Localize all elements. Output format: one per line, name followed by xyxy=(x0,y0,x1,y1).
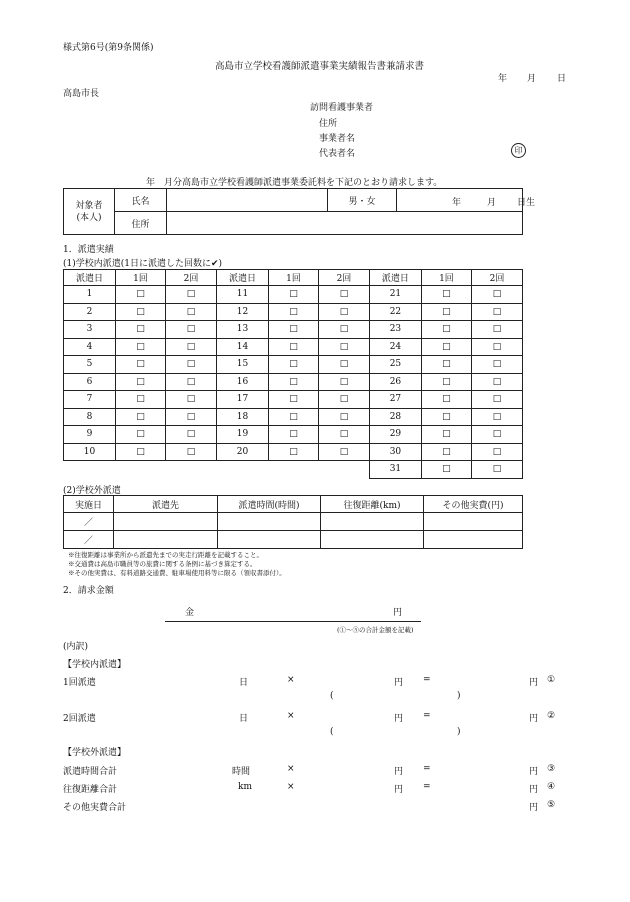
dispatch-day: 13 xyxy=(216,321,268,339)
calc-times: × xyxy=(287,711,295,721)
provider-representative-label: 代表者名 xyxy=(319,149,356,159)
outside-destination-field[interactable] xyxy=(114,513,218,531)
once-checkbox[interactable]: □ xyxy=(421,461,471,479)
paren-open: ( xyxy=(330,727,334,737)
calc-result-yen: 円 xyxy=(529,714,539,724)
calc-times: × xyxy=(287,675,295,685)
note-distance: ※往復距離は事業所から派遣先までの実走行距離を記載すること。 xyxy=(68,551,263,559)
section1-sub1: (1)学校内派遣(1日に派遣した回数に✔) xyxy=(63,259,223,269)
twice-checkbox[interactable]: □ xyxy=(318,373,369,391)
twice-checkbox[interactable]: □ xyxy=(166,286,217,304)
date-day: 日 xyxy=(557,74,567,84)
table-row xyxy=(64,391,523,409)
empty-cell xyxy=(166,461,217,479)
dispatch-day: 30 xyxy=(369,443,421,461)
dispatch-day: 2 xyxy=(64,303,116,321)
calc-equals: = xyxy=(423,675,431,685)
calc-label: 2回派遣 xyxy=(63,714,96,724)
empty-cell xyxy=(318,461,369,479)
birth-suffix-label: 日生 xyxy=(517,198,536,208)
twice-checkbox[interactable]: □ xyxy=(318,391,369,409)
outside-hours-field[interactable] xyxy=(218,513,321,531)
calc-mark: ③ xyxy=(547,764,556,774)
empty-cell xyxy=(216,461,268,479)
once-checkbox[interactable]: □ xyxy=(421,373,471,391)
once-checkbox[interactable]: □ xyxy=(421,426,471,444)
twice-checkbox[interactable]: □ xyxy=(166,373,217,391)
dispatch-day: 18 xyxy=(216,408,268,426)
twice-checkbox[interactable]: □ xyxy=(166,443,217,461)
calc-result-yen: 円 xyxy=(529,678,539,688)
dispatch-day: 12 xyxy=(216,303,268,321)
dispatch-day: 6 xyxy=(64,373,116,391)
once-checkbox[interactable]: □ xyxy=(421,303,471,321)
outside-expenses-field[interactable] xyxy=(424,531,523,549)
note-expenses: ※その他実費は、有料道路交通費、駐車場使用料等に限る（領収書添付）。 xyxy=(68,569,286,577)
addressee: 高島市長 xyxy=(63,89,100,99)
once-checkbox[interactable]: □ xyxy=(421,408,471,426)
section2-title: 2．請求金額 xyxy=(63,586,114,596)
outside-heading: 【学校外派遣】 xyxy=(63,748,127,758)
school-dispatch-table xyxy=(63,269,523,479)
outside-header-date: 実施日 xyxy=(64,496,114,513)
header-twice-2: 2回 xyxy=(318,270,369,286)
table-row xyxy=(64,408,523,426)
provider-address-label: 住所 xyxy=(319,119,338,129)
dispatch-day: 23 xyxy=(369,321,421,339)
twice-checkbox[interactable]: □ xyxy=(166,338,217,356)
seal-icon: 印 xyxy=(511,143,526,158)
dispatch-day: 5 xyxy=(64,356,116,374)
table-row xyxy=(64,321,523,339)
calc-yen: 円 xyxy=(394,678,404,688)
request-text: 年 月分高島市立学校看護師派遣事業委託料を下記のとおり請求します。 xyxy=(146,178,443,188)
dispatch-day: 29 xyxy=(369,426,421,444)
once-checkbox[interactable]: □ xyxy=(421,286,471,304)
outside-date-field[interactable]: ／ xyxy=(64,531,114,549)
table-row xyxy=(64,531,523,549)
document-title: 高島市立学校看護師派遣事業実績報告書兼請求書 xyxy=(215,61,425,72)
calc-result-yen: 円 xyxy=(529,785,539,795)
calc-result-yen: 円 xyxy=(529,803,539,813)
once-checkbox[interactable]: □ xyxy=(116,408,166,426)
table-row xyxy=(64,338,523,356)
once-checkbox[interactable]: □ xyxy=(116,286,166,304)
empty-cell xyxy=(268,461,318,479)
twice-checkbox[interactable]: □ xyxy=(318,303,369,321)
kin-label: 金 xyxy=(185,608,195,618)
header-day-3: 派遣日 xyxy=(369,270,421,286)
dispatch-day: 8 xyxy=(64,408,116,426)
calc-label: その他実費合計 xyxy=(63,803,127,813)
dispatch-day: 16 xyxy=(216,373,268,391)
calc-unit: 時間 xyxy=(232,767,251,777)
outside-header-hours: 派遣時間(時間) xyxy=(218,496,321,513)
subject-gender[interactable]: 男・女 xyxy=(328,189,397,212)
birth-month-label: 月 xyxy=(487,198,497,208)
calc-unit: 日 xyxy=(239,678,249,688)
outside-distance-field[interactable] xyxy=(321,531,424,549)
calc-label: 往復距離合計 xyxy=(63,785,118,795)
dispatch-day: 31 xyxy=(369,461,421,479)
header-once-2: 1回 xyxy=(268,270,318,286)
outside-distance-field[interactable] xyxy=(321,513,424,531)
dispatch-day: 20 xyxy=(216,443,268,461)
dispatch-day: 4 xyxy=(64,338,116,356)
calc-yen: 円 xyxy=(394,785,404,795)
once-checkbox[interactable]: □ xyxy=(268,303,318,321)
twice-checkbox[interactable]: □ xyxy=(166,356,217,374)
subject-birthdate[interactable] xyxy=(397,189,536,212)
dispatch-day: 21 xyxy=(369,286,421,304)
breakdown-label: (内訳) xyxy=(63,642,89,652)
header-once-3: 1回 xyxy=(421,270,471,286)
calc-times: × xyxy=(287,782,295,792)
once-checkbox[interactable]: □ xyxy=(116,391,166,409)
once-checkbox[interactable]: □ xyxy=(268,356,318,374)
subject-address-label: 住所 xyxy=(115,212,167,235)
dispatch-day: 7 xyxy=(64,391,116,409)
outside-destination-field[interactable] xyxy=(114,531,218,549)
once-checkbox[interactable]: □ xyxy=(116,321,166,339)
dispatch-day: 24 xyxy=(369,338,421,356)
twice-checkbox[interactable]: □ xyxy=(318,321,369,339)
once-checkbox[interactable]: □ xyxy=(268,408,318,426)
outside-hours-field[interactable] xyxy=(218,531,321,549)
twice-checkbox[interactable]: □ xyxy=(471,356,522,374)
outside-date-field[interactable]: ／ xyxy=(64,513,114,531)
header-day-2: 派遣日 xyxy=(216,270,268,286)
header-twice-3: 2回 xyxy=(471,270,522,286)
once-checkbox[interactable]: □ xyxy=(116,443,166,461)
once-checkbox[interactable]: □ xyxy=(268,443,318,461)
twice-checkbox[interactable]: □ xyxy=(318,426,369,444)
header-once-1: 1回 xyxy=(116,270,166,286)
dispatch-day: 28 xyxy=(369,408,421,426)
dispatch-day: 19 xyxy=(216,426,268,444)
subject-name-field[interactable] xyxy=(167,189,328,212)
paren-close: ) xyxy=(457,691,461,701)
once-checkbox[interactable]: □ xyxy=(421,321,471,339)
header-twice-1: 2回 xyxy=(166,270,217,286)
once-checkbox[interactable]: □ xyxy=(421,356,471,374)
dispatch-day: 3 xyxy=(64,321,116,339)
once-checkbox[interactable]: □ xyxy=(268,286,318,304)
date-year: 年 xyxy=(498,74,508,84)
table-row xyxy=(64,303,523,321)
provider-name-label: 事業者名 xyxy=(319,134,356,144)
header-day-1: 派遣日 xyxy=(64,270,116,286)
once-checkbox[interactable]: □ xyxy=(268,321,318,339)
paren-close: ) xyxy=(457,727,461,737)
once-checkbox[interactable]: □ xyxy=(421,338,471,356)
dispatch-day: 17 xyxy=(216,391,268,409)
total-yen-label: 円 xyxy=(393,608,403,618)
calc-result-yen: 円 xyxy=(529,767,539,777)
once-checkbox[interactable]: □ xyxy=(116,303,166,321)
table-row xyxy=(64,513,523,531)
section1-sub2: (2)学校外派遣 xyxy=(63,486,121,496)
twice-checkbox[interactable]: □ xyxy=(166,426,217,444)
table-row xyxy=(64,356,523,374)
subject-label: 対象者 (本人) xyxy=(64,189,115,235)
twice-checkbox[interactable]: □ xyxy=(471,461,522,479)
outside-header-expenses: その他実費(円) xyxy=(424,496,523,513)
twice-checkbox[interactable]: □ xyxy=(471,443,522,461)
twice-checkbox[interactable]: □ xyxy=(318,443,369,461)
once-checkbox[interactable]: □ xyxy=(421,391,471,409)
calc-yen: 円 xyxy=(394,714,404,724)
inside-heading: 【学校内派遣】 xyxy=(63,660,127,670)
dispatch-day: 22 xyxy=(369,303,421,321)
once-checkbox[interactable]: □ xyxy=(268,426,318,444)
outside-header-distance: 往復距離(km) xyxy=(321,496,424,513)
calc-label: 派遣時間合計 xyxy=(63,767,118,777)
twice-checkbox[interactable]: □ xyxy=(471,286,522,304)
twice-checkbox[interactable]: □ xyxy=(318,338,369,356)
dispatch-day: 25 xyxy=(369,356,421,374)
provider-heading: 訪問看護事業者 xyxy=(310,103,374,113)
twice-checkbox[interactable]: □ xyxy=(166,303,217,321)
calc-equals: = xyxy=(423,782,431,792)
calc-mark: ④ xyxy=(547,782,556,792)
calc-yen: 円 xyxy=(394,767,404,777)
once-checkbox[interactable]: □ xyxy=(116,356,166,374)
calc-mark: ① xyxy=(547,675,556,685)
calc-equals: = xyxy=(423,711,431,721)
twice-checkbox[interactable]: □ xyxy=(318,286,369,304)
twice-checkbox[interactable]: □ xyxy=(166,391,217,409)
note-transport: ※交通費は高島市職員等の旅費に関する条例に基づき算定する。 xyxy=(68,560,257,568)
outside-expenses-field[interactable] xyxy=(424,513,523,531)
table-row xyxy=(64,426,523,444)
table-row xyxy=(64,373,523,391)
twice-checkbox[interactable]: □ xyxy=(471,303,522,321)
twice-checkbox[interactable]: □ xyxy=(471,321,522,339)
twice-checkbox[interactable]: □ xyxy=(166,321,217,339)
total-amount-line[interactable] xyxy=(165,621,421,622)
empty-cell xyxy=(64,461,116,479)
dispatch-day: 27 xyxy=(369,391,421,409)
dispatch-day: 1 xyxy=(64,286,116,304)
calc-times: × xyxy=(287,764,295,774)
subject-name-label: 氏名 xyxy=(115,189,167,212)
dispatch-day: 14 xyxy=(216,338,268,356)
once-checkbox[interactable]: □ xyxy=(268,373,318,391)
table-row xyxy=(64,286,523,304)
twice-checkbox[interactable]: □ xyxy=(471,338,522,356)
once-checkbox[interactable]: □ xyxy=(268,391,318,409)
section1-title: 1．派遣実績 xyxy=(63,245,114,255)
dispatch-day: 9 xyxy=(64,426,116,444)
twice-checkbox[interactable]: □ xyxy=(166,408,217,426)
empty-cell xyxy=(116,461,166,479)
once-checkbox[interactable]: □ xyxy=(116,338,166,356)
paren-open: ( xyxy=(330,691,334,701)
twice-checkbox[interactable]: □ xyxy=(318,408,369,426)
twice-checkbox[interactable]: □ xyxy=(471,373,522,391)
calc-label: 1回派遣 xyxy=(63,678,96,688)
twice-checkbox[interactable]: □ xyxy=(318,356,369,374)
dispatch-day: 15 xyxy=(216,356,268,374)
subject-table xyxy=(63,188,536,235)
twice-checkbox[interactable]: □ xyxy=(471,408,522,426)
calc-mark: ⑤ xyxy=(547,800,556,810)
twice-checkbox[interactable]: □ xyxy=(471,391,522,409)
total-note: (①～⑤の合計金額を記載) xyxy=(337,626,414,634)
subject-address-field[interactable] xyxy=(167,212,523,235)
outside-dispatch-table xyxy=(63,495,523,549)
birth-year-label: 年 xyxy=(452,198,462,208)
date-month: 月 xyxy=(527,74,537,84)
school-dispatch-header-row xyxy=(64,270,523,286)
calc-unit: 日 xyxy=(239,714,249,724)
calc-mark: ② xyxy=(547,711,556,721)
once-checkbox[interactable]: □ xyxy=(421,443,471,461)
dispatch-day: 10 xyxy=(64,443,116,461)
once-checkbox[interactable]: □ xyxy=(268,338,318,356)
table-row xyxy=(64,443,523,461)
outside-header-destination: 派遣先 xyxy=(114,496,218,513)
calc-equals: = xyxy=(423,764,431,774)
once-checkbox[interactable]: □ xyxy=(116,373,166,391)
dispatch-day: 11 xyxy=(216,286,268,304)
form-number: 様式第6号(第9条関係) xyxy=(63,43,154,53)
once-checkbox[interactable]: □ xyxy=(116,426,166,444)
calc-unit: km xyxy=(238,782,252,792)
twice-checkbox[interactable]: □ xyxy=(471,426,522,444)
dispatch-day: 26 xyxy=(369,373,421,391)
table-row xyxy=(64,461,523,479)
